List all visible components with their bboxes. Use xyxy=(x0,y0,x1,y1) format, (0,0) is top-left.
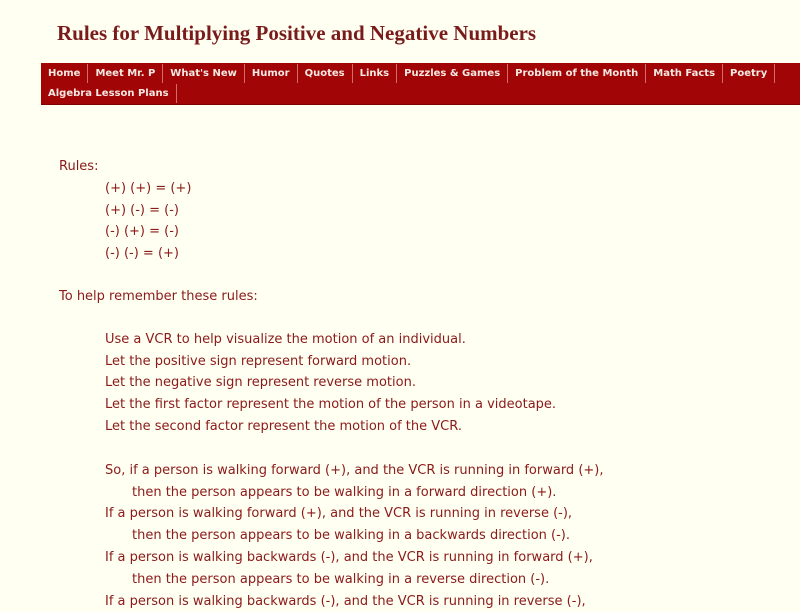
main-navigation xyxy=(41,63,800,105)
page-title: Rules for Multiplying Positive and Negative Numbers xyxy=(57,21,537,45)
nav-link-whats-new[interactable]: What's New xyxy=(163,64,245,83)
example-result: then the person appears to be walking in a reverse direction (-). xyxy=(132,571,550,587)
spacer xyxy=(59,265,779,286)
nav-link-problem-of-the-month[interactable]: Problem of the Month xyxy=(508,64,646,83)
main-content xyxy=(59,156,779,612)
explanation-line: Let the negative sign represent reverse motion. xyxy=(105,375,416,391)
nav-link-math-facts[interactable]: Math Facts xyxy=(646,64,723,83)
nav-link-humor[interactable]: Humor xyxy=(245,64,298,83)
nav-link-links[interactable]: Links xyxy=(353,64,398,83)
rule-item: (+) (-) = (-) xyxy=(105,202,179,218)
example-condition: If a person is walking backwards (-), and the VCR is running in forward (+), xyxy=(105,549,593,565)
rules-heading: Rules: xyxy=(59,159,99,174)
example-condition: If a person is walking forward (+), and the VCR is running in reverse (-), xyxy=(105,506,573,522)
explanation-line: Let the positive sign represent forward motion. xyxy=(105,353,412,369)
nav-link-home[interactable]: Home xyxy=(41,64,88,83)
example-result: then the person appears to be walking in a backwards direction (-). xyxy=(132,528,571,544)
nav-link-algebra-lesson-plans[interactable]: Algebra Lesson Plans xyxy=(41,84,177,103)
nav-row-1 xyxy=(41,63,800,83)
spacer xyxy=(59,308,779,329)
example-result: then the person appears to be walking in a forward direction (+). xyxy=(132,484,557,500)
nav-link-meet-mr-p[interactable]: Meet Mr. P xyxy=(88,64,163,83)
nav-link-puzzles-games[interactable]: Puzzles & Games xyxy=(397,64,508,83)
help-heading: To help remember these rules: xyxy=(59,288,258,304)
example-condition: If a person is walking backwards (-), and the VCR is running in reverse (-), xyxy=(105,593,586,609)
vcr-explanation xyxy=(105,329,779,612)
example-condition: So, if a person is walking forward (+), and the VCR is running in forward (+), xyxy=(105,462,604,478)
rules-list xyxy=(105,178,779,265)
rule-item: (-) (+) = (-) xyxy=(105,224,179,240)
nav-link-poetry[interactable]: Poetry xyxy=(723,64,775,83)
explanation-line: Use a VCR to help visualize the motion of an individual. xyxy=(105,331,466,347)
nav-row-2 xyxy=(41,83,800,103)
explanation-line: Let the second factor represent the motion of the VCR. xyxy=(105,418,462,434)
explanation-line: Let the first factor represent the motion of the person in a videotape. xyxy=(105,397,557,413)
rule-item: (-) (-) = (+) xyxy=(105,246,179,262)
spacer xyxy=(105,438,779,460)
rule-item: (+) (+) = (+) xyxy=(105,180,192,196)
nav-link-quotes[interactable]: Quotes xyxy=(298,64,353,83)
